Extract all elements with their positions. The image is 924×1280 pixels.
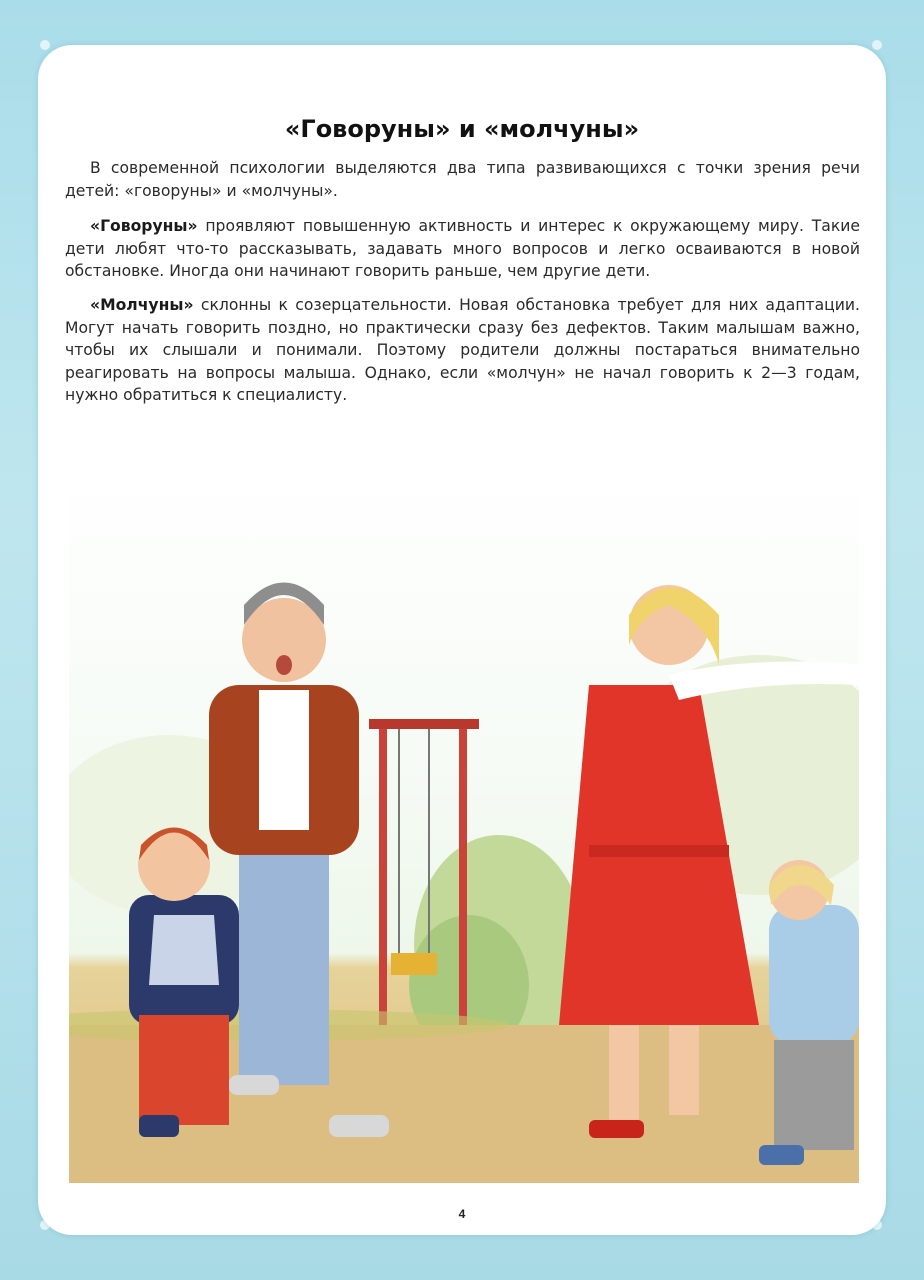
- girl-figure: [759, 860, 859, 1165]
- paragraph-text: склонны к созерцательности. Новая обстановка требует для них адаптации. Могут начать говорить поздно, но практически сразу без дефектов. Таким малышам важно, чтобы их слышали и понимали. Поэтому родители должны постараться внимательно реагировать на вопросы малыша. Однако, если «молчун» не начал говорить к 2—3 годам, нужно обратиться к специалисту.: [65, 296, 860, 404]
- swing-seat: [391, 953, 437, 975]
- paragraph-term: «Говоруны»: [90, 217, 198, 235]
- swing-post: [379, 725, 387, 1025]
- family-illustration-svg: [69, 465, 859, 1183]
- paragraph-silent: [65, 294, 860, 407]
- page-title: «Говоруны» и «молчуны»: [284, 115, 640, 143]
- page-number: 4: [458, 1207, 466, 1221]
- paragraph-term: «Молчуны»: [90, 296, 194, 314]
- paragraph-text: проявляют повышенную активность и интерес к окружающему миру. Такие дети любят что-то рассказывать, задавать много вопросов и легко осваиваются в новой обстановке. Иногда они начинают говорить раньше, чем другие дети.: [65, 217, 860, 280]
- corner-dot: [872, 40, 882, 50]
- page-sheet: [38, 45, 886, 1235]
- swing-bar: [369, 719, 479, 729]
- paragraph-intro: [65, 157, 860, 202]
- swing-post: [459, 725, 467, 1025]
- corner-dot: [40, 40, 50, 50]
- paragraph-text: В современной психологии выделяются два типа развивающихся с точки зрения речи детей: «говоруны» и «молчуны».: [65, 159, 860, 200]
- paragraph-talkers: [65, 215, 860, 283]
- family-illustration: [69, 465, 859, 1183]
